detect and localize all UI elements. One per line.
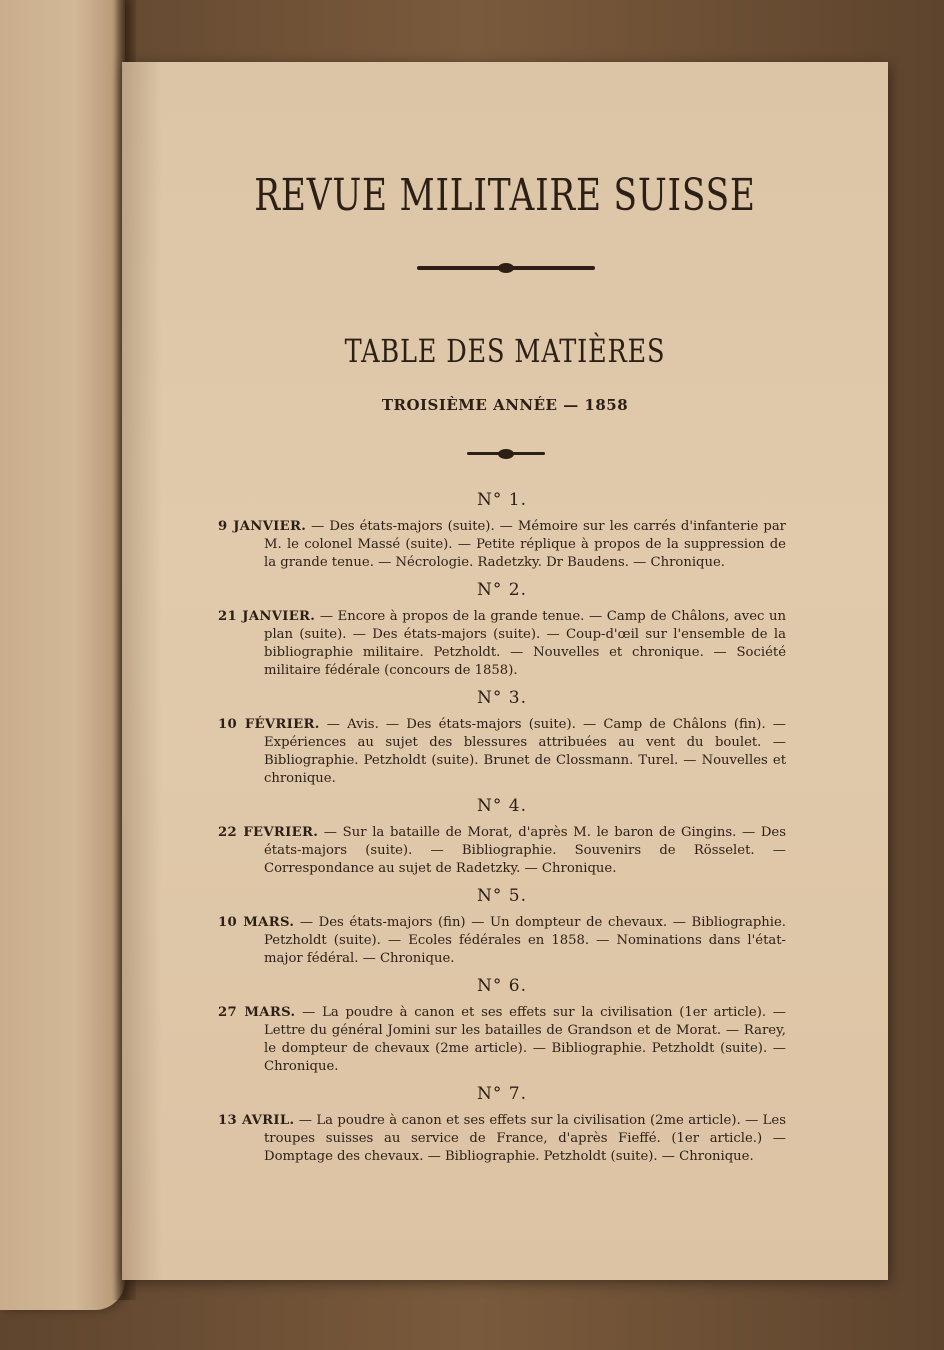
toc-entry [218,824,786,878]
entry-date: 9 JANVIER. [218,519,307,534]
toc-entry [218,716,786,788]
issue-number: N° 5. [477,886,527,906]
entry-text: — Avis. — Des états-majors (suite). — Camp de Châlons (fin). — Expériences au sujet des blessures attribuées au vent du boulet. — Bibliographie. Petzholdt (suite). Brunet de Clossmann. Turel. — Nouvelles et chronique. [264,717,786,786]
ornament-divider-top [417,266,595,270]
entry-date: 22 FEVRIER. [218,825,319,840]
issue-number: N° 7. [477,1084,527,1104]
entry-text: — Des états-majors (fin) — Un dompteur de chevaux. — Bibliographie. Petzholdt (suite). — Ecoles fédérales en 1858. — Nominations dans l'état-major fédéral. — Chronique. [264,915,786,966]
entry-date: 13 AVRIL. [218,1113,295,1128]
entry-text: — Des états-majors (suite). — Mémoire sur les carrés d'infanterie par M. le colonel Massé (suite). — Petite réplique à propos de la suppression de la grande tenue. — Nécrologie. Radetzky. Dr Baudens. — Chronique. [264,519,786,570]
toc-entry [218,518,786,572]
entry-date: 10 FÉVRIER. [218,717,320,732]
issue-number: N° 6. [477,976,527,996]
right-page [122,62,888,1280]
issue-number: N° 4. [477,796,527,816]
journal-title: REVUE MILITAIRE SUISSE [254,170,756,221]
entry-text: — Encore à propos de la grande tenue. — Camp de Châlons, avec un plan (suite). — Des états-majors (suite). — Coup-d'œil sur l'ensemble de la bibliographie militaire. Petzholdt. — Nouvelles et chronique. — Société militaire fédérale (concours de 1858). [264,609,786,678]
toc-entry [218,914,786,968]
ornament-divider-small [467,452,545,455]
issue-number: N° 1. [477,490,527,510]
issue-number: N° 2. [477,580,527,600]
entry-text: — La poudre à canon et ses effets sur la civilisation (2me article). — Les troupes suisses au service de France, d'après Fieffé. (1er article.) — Domptage des chevaux. — Bibliographie. Petzholdt (suite). — Chronique. [264,1113,786,1164]
toc-entry [218,1112,786,1166]
year-line: TROISIÈME ANNÉE — 1858 [381,396,629,414]
left-page [0,0,125,1310]
entry-date: 10 MARS. [218,915,295,930]
toc-entry [218,1004,786,1076]
entry-text: — La poudre à canon et ses effets sur la civilisation (1er article). — Lettre du général Jomini sur les batailles de Grandson et de Morat. — Rarey, le dompteur de chevaux (2me article). — Bibliographie. Petzholdt (suite). — Chronique. [264,1005,786,1074]
entry-date: 21 JANVIER. [218,609,316,624]
entry-date: 27 MARS. [218,1005,296,1020]
entry-text: — Sur la bataille de Morat, d'après M. le baron de Gingins. — Des états-majors (suite). — Bibliographie. Souvenirs de Rösselet. — Correspondance au sujet de Radetzky. — Chronique. [264,825,787,876]
toc-heading: TABLE DES MATIÈRES [344,332,666,370]
toc-list [218,490,786,1174]
issue-number: N° 3. [477,688,527,708]
toc-entry [218,608,786,680]
